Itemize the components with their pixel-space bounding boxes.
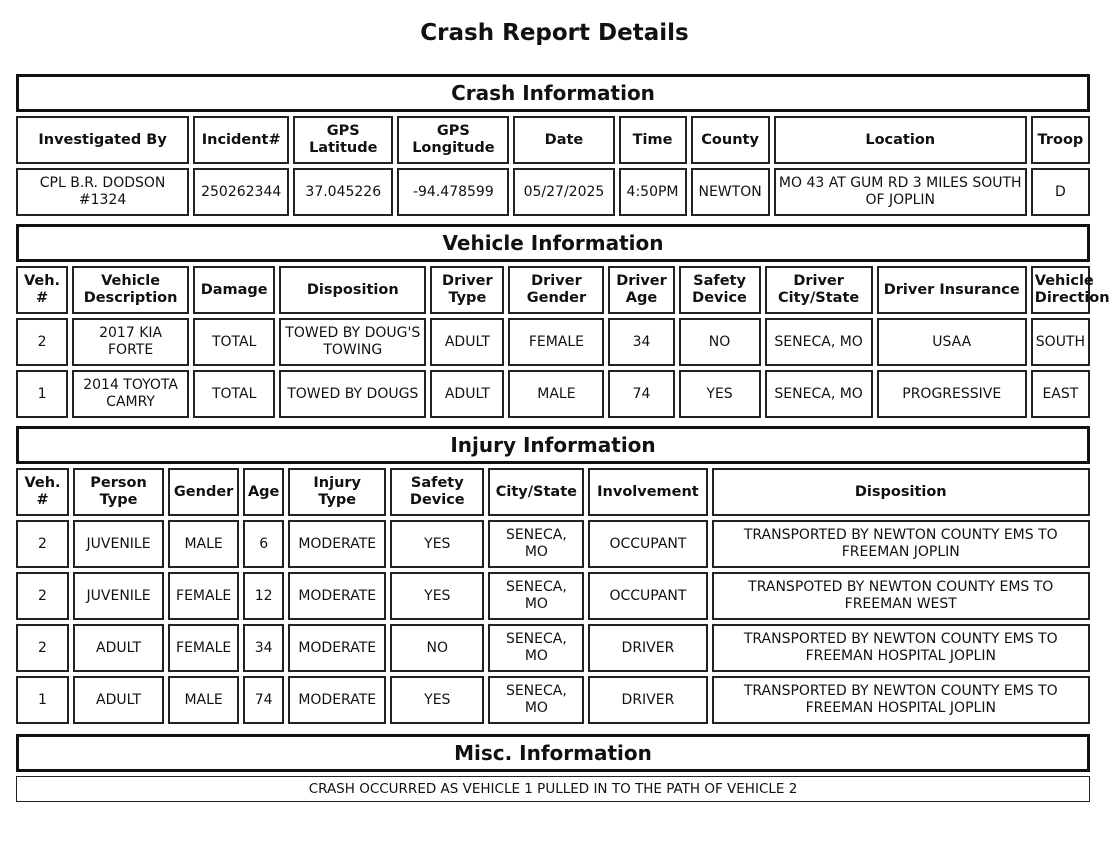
table-cell: SENECA, MO: [765, 318, 873, 366]
table-cell: CPL B.R. DODSON #1324: [16, 168, 189, 216]
column-header: Person Type: [73, 468, 164, 516]
table-cell: SOUTH: [1031, 318, 1090, 366]
header-row: [16, 116, 1090, 164]
column-header: Vehicle Direction: [1031, 266, 1090, 314]
table-cell: ADULT: [430, 370, 504, 418]
table-cell: 34: [243, 624, 284, 672]
vehicle-information-heading: Vehicle Information: [16, 224, 1090, 262]
table-cell: USAA: [877, 318, 1027, 366]
table-cell: YES: [679, 370, 761, 418]
table-cell: SENECA, MO: [488, 572, 584, 620]
header-row: [16, 468, 1090, 516]
column-header: Disposition: [279, 266, 426, 314]
table-cell: 37.045226: [293, 168, 393, 216]
table-cell: YES: [390, 676, 484, 724]
table-cell: PROGRESSIVE: [877, 370, 1027, 418]
injury-information-heading: Injury Information: [16, 426, 1090, 464]
table-cell: SENECA, MO: [765, 370, 873, 418]
table-row: [16, 520, 1090, 568]
column-header: Age: [243, 468, 284, 516]
column-header: Date: [513, 116, 614, 164]
table-cell: NO: [390, 624, 484, 672]
column-header: Driver Gender: [508, 266, 604, 314]
column-header: Incident#: [193, 116, 289, 164]
column-header: Safety Device: [390, 468, 484, 516]
table-cell: TOWED BY DOUGS: [279, 370, 426, 418]
table-cell: 2: [16, 520, 69, 568]
injury-information-section: [12, 422, 1094, 728]
column-header: Damage: [193, 266, 275, 314]
column-header: City/State: [488, 468, 584, 516]
page-title: Crash Report Details: [420, 20, 689, 46]
table-row: [16, 624, 1090, 672]
table-cell: NEWTON: [691, 168, 770, 216]
table-cell: 2: [16, 624, 69, 672]
table-cell: MODERATE: [288, 624, 386, 672]
column-header: Veh. #: [16, 266, 68, 314]
table-row: [16, 168, 1090, 216]
table-cell: DRIVER: [588, 624, 707, 672]
table-cell: 2017 KIA FORTE: [72, 318, 189, 366]
table-cell: TRANSPORTED BY NEWTON COUNTY EMS TO FREEMAN JOPLIN: [712, 520, 1091, 568]
table-cell: 4:50PM: [619, 168, 687, 216]
vehicle-information-section: [12, 220, 1110, 422]
column-header: Time: [619, 116, 687, 164]
column-header: County: [691, 116, 770, 164]
table-cell: JUVENILE: [73, 520, 164, 568]
column-header: Involvement: [588, 468, 707, 516]
column-header: Disposition: [712, 468, 1091, 516]
table-cell: NO: [679, 318, 761, 366]
misc-information-section: [12, 730, 1094, 806]
table-cell: MODERATE: [288, 520, 386, 568]
table-row: [16, 318, 1090, 366]
table-row: [16, 572, 1090, 620]
column-header: Driver Age: [608, 266, 674, 314]
table-cell: 1: [16, 676, 69, 724]
column-header: GPS Longitude: [397, 116, 509, 164]
table-cell: -94.478599: [397, 168, 509, 216]
header-row: [16, 266, 1090, 314]
table-cell: 6: [243, 520, 284, 568]
table-cell: 1: [16, 370, 68, 418]
table-cell: MO 43 AT GUM RD 3 MILES SOUTH OF JOPLIN: [774, 168, 1027, 216]
table-cell: MODERATE: [288, 572, 386, 620]
table-cell: JUVENILE: [73, 572, 164, 620]
column-header: Location: [774, 116, 1027, 164]
table-cell: OCCUPANT: [588, 572, 707, 620]
crash-information-section: [12, 70, 1094, 220]
table-cell: 2014 TOYOTA CAMRY: [72, 370, 189, 418]
column-header: Gender: [168, 468, 239, 516]
column-header: Veh. #: [16, 468, 69, 516]
table-cell: ADULT: [73, 676, 164, 724]
table-cell: FEMALE: [508, 318, 604, 366]
column-header: Driver Type: [430, 266, 504, 314]
table-cell: EAST: [1031, 370, 1090, 418]
table-row: [16, 370, 1090, 418]
table-cell: TRANSPOTED BY NEWTON COUNTY EMS TO FREEMAN WEST: [712, 572, 1091, 620]
column-header: Troop: [1031, 116, 1090, 164]
table-cell: MALE: [508, 370, 604, 418]
table-cell: MALE: [168, 676, 239, 724]
report: [12, 70, 1110, 806]
table-row: [16, 676, 1090, 724]
table-cell: ADULT: [73, 624, 164, 672]
table-cell: SENECA, MO: [488, 624, 584, 672]
column-header: Safety Device: [679, 266, 761, 314]
table-cell: YES: [390, 520, 484, 568]
column-header: Investigated By: [16, 116, 189, 164]
column-header: Vehicle Description: [72, 266, 189, 314]
table-cell: YES: [390, 572, 484, 620]
table-cell: SENECA, MO: [488, 676, 584, 724]
table-cell: TOWED BY DOUG'S TOWING: [279, 318, 426, 366]
table-cell: 2: [16, 318, 68, 366]
table-cell: MODERATE: [288, 676, 386, 724]
misc-information-heading: Misc. Information: [16, 734, 1090, 772]
table-cell: MALE: [168, 520, 239, 568]
table-cell: TOTAL: [193, 318, 275, 366]
table-cell: TOTAL: [193, 370, 275, 418]
table-cell: 250262344: [193, 168, 289, 216]
table-cell: OCCUPANT: [588, 520, 707, 568]
table-cell: TRANSPORTED BY NEWTON COUNTY EMS TO FREEMAN HOSPITAL JOPLIN: [712, 676, 1091, 724]
misc-text: CRASH OCCURRED AS VEHICLE 1 PULLED IN TO THE PATH OF VEHICLE 2: [16, 776, 1090, 802]
table-cell: SENECA, MO: [488, 520, 584, 568]
table-cell: FEMALE: [168, 572, 239, 620]
table-cell: FEMALE: [168, 624, 239, 672]
table-cell: 2: [16, 572, 69, 620]
column-header: Driver Insurance: [877, 266, 1027, 314]
table-cell: D: [1031, 168, 1090, 216]
table-cell: 74: [608, 370, 674, 418]
table-cell: 12: [243, 572, 284, 620]
table-cell: DRIVER: [588, 676, 707, 724]
crash-information-heading: Crash Information: [16, 74, 1090, 112]
column-header: Driver City/State: [765, 266, 873, 314]
table-cell: 05/27/2025: [513, 168, 614, 216]
column-header: Injury Type: [288, 468, 386, 516]
table-cell: TRANSPORTED BY NEWTON COUNTY EMS TO FREEMAN HOSPITAL JOPLIN: [712, 624, 1091, 672]
column-header: GPS Latitude: [293, 116, 393, 164]
table-cell: ADULT: [430, 318, 504, 366]
table-cell: 34: [608, 318, 674, 366]
table-cell: 74: [243, 676, 284, 724]
